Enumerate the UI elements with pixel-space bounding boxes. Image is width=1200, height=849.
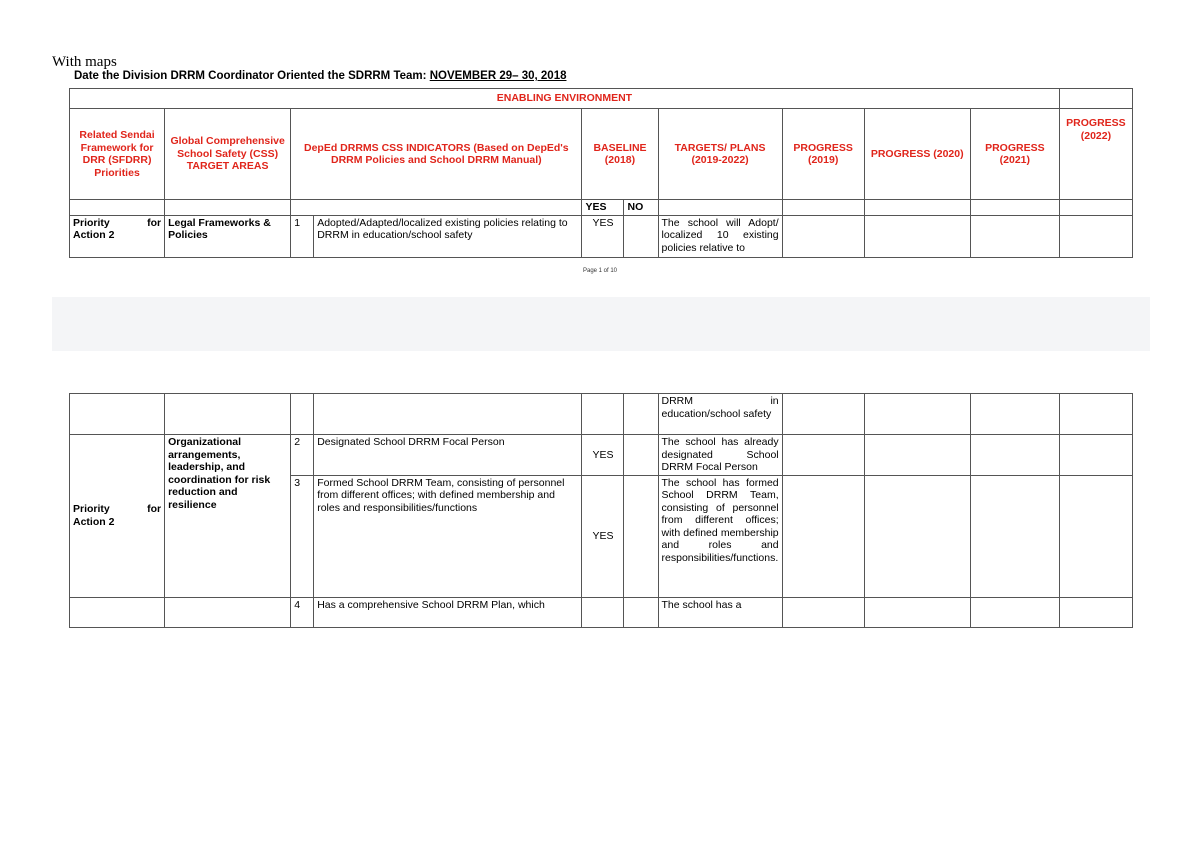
indicator-number: 2 xyxy=(291,435,314,476)
sendai-priority-cell: Priority for Action 2 xyxy=(70,435,165,598)
continued-target-text: DRRM in education/school safety xyxy=(658,394,782,435)
yes-subheader: YES xyxy=(582,200,624,216)
target-plan-text: The school has already designated School DRRM Focal Person xyxy=(658,435,782,476)
date-label: Date the Division DRRM Coordinator Oriented the SDRRM Team: xyxy=(74,70,430,82)
date-value: NOVEMBER 29– 30, 2018 xyxy=(429,70,567,82)
target-plan-text: The school has a xyxy=(658,597,782,627)
header-progress-2021: PROGRESS (2021) xyxy=(970,109,1059,200)
header-global-css-target-areas: Global Comprehensive School Safety (CSS) TARGET AREAS xyxy=(165,109,291,200)
target-area-cell: Legal Frameworks & Policies xyxy=(165,215,291,257)
page-separator xyxy=(52,297,1150,351)
header-deped-indicators: DepEd DRRMS CSS INDICATORS (Based on DepEd's DRRM Policies and School DRRM Manual) xyxy=(291,109,582,200)
target-plan-text: The school will Adopt/ localized 10 existing policies relative to xyxy=(658,215,782,257)
baseline-yes-value: YES xyxy=(582,475,624,597)
header-progress-2020: PROGRESS (2020) xyxy=(864,109,970,200)
indicator-text: Formed School DRRM Team, consisting of personnel from different offices; with defined membership and roles and responsibilities/functions xyxy=(314,475,582,597)
header-progress-2022: PROGRESS (2022) xyxy=(1059,109,1132,200)
indicator-number: 1 xyxy=(291,215,314,257)
orientation-date-line xyxy=(74,70,566,82)
no-subheader: NO xyxy=(624,200,658,216)
indicator-text: Has a comprehensive School DRRM Plan, which xyxy=(314,597,582,627)
header-sendai-priorities: Related Sendai Framework for DRR (SFDRR) Priorities xyxy=(70,109,165,200)
indicator-text: Designated School DRRM Focal Person xyxy=(314,435,582,476)
target-plan-text: The school has formed School DRRM Team, consisting of personnel from different offices; with defined membership and roles and responsibilities/functions. xyxy=(658,475,782,597)
baseline-yes-value: YES xyxy=(582,435,624,476)
css-indicators-table-page1 xyxy=(69,88,1133,258)
indicator-text: Adopted/Adapted/localized existing policies relating to DRRM in education/school safety xyxy=(314,215,582,257)
page-number: Page 1 of 10 xyxy=(582,268,618,274)
css-indicators-table-page2 xyxy=(69,393,1133,628)
indicator-number: 3 xyxy=(291,475,314,597)
sendai-priority-cell: Priority for Action 2 xyxy=(70,215,165,257)
header-progress-2019: PROGRESS (2019) xyxy=(782,109,864,200)
page2-viewport xyxy=(0,393,1200,611)
header-targets-plans: TARGETS/ PLANS (2019-2022) xyxy=(658,109,782,200)
handwritten-note: With maps xyxy=(52,54,117,70)
target-area-cell: Organizational arrangements, leadership, and coordination for risk reduction and resilience xyxy=(165,435,291,598)
indicator-number: 4 xyxy=(291,597,314,627)
header-baseline: BASELINE (2018) xyxy=(582,109,658,200)
section-title: ENABLING ENVIRONMENT xyxy=(70,89,1060,109)
baseline-yes-value: YES xyxy=(582,215,624,257)
baseline-yes-value xyxy=(582,597,624,627)
